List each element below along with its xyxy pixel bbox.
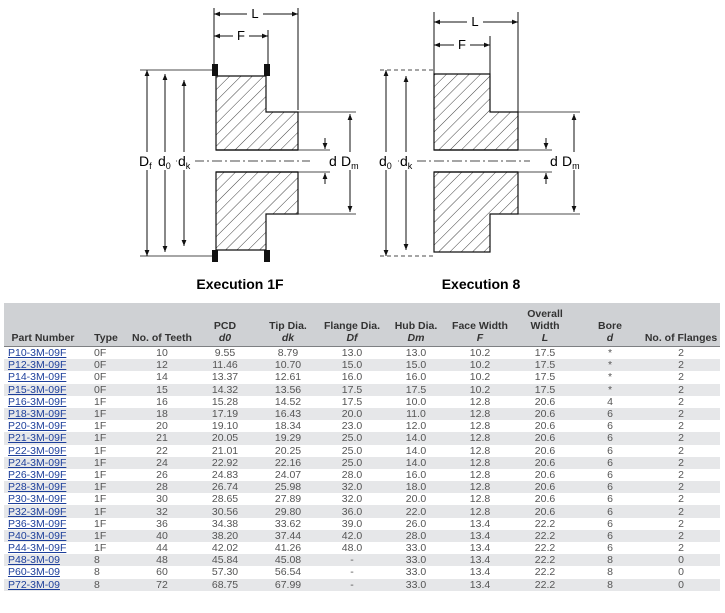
table-cell: 1F [82,505,130,517]
table-cell: 17.5 [534,371,556,384]
table-cell: 56.54 [274,566,302,579]
table-cell: 20.6 [512,481,578,493]
table-cell: 44 [156,542,168,555]
table-cell: 17.5 [384,384,448,396]
table-cell: 2 [678,493,684,506]
table-row [4,396,720,408]
table-row [4,347,720,360]
table-cell: 22.0 [384,505,448,517]
table-cell: 19.10 [211,420,239,433]
part-number-link[interactable]: P16-3M-09F [8,395,67,408]
table-cell: 6 [607,468,613,481]
table-cell: 33.62 [274,517,302,530]
table-cell: 28.0 [341,468,363,481]
table-row [4,530,720,542]
table-cell: 14 [156,371,168,384]
table-row [4,579,720,591]
table-cell: 26 [156,468,168,481]
dim-Dm-1f: $D_m$ [341,153,359,171]
table-cell: 15 [130,384,194,396]
table-cell: 21.01 [211,444,239,457]
table-cell: 4 [607,395,613,408]
table-cell: 14.0 [384,457,448,469]
table-cell: 10.2 [469,347,491,360]
table-cell: 17.5 [512,384,578,396]
table-cell: 67.99 [256,579,320,591]
part-number-link[interactable]: P48-3M-09 [4,554,82,566]
table-cell: 1F [82,408,130,420]
table-cell: 6 [607,444,613,457]
table-cell: 6 [578,481,642,493]
table-cell: 12.8 [448,457,512,469]
table-cell: 20 [156,420,168,433]
table-cell: 6 [607,493,613,506]
col-header: Tip Dia. dk [256,303,320,347]
table-cell: 20.6 [534,420,556,433]
table-cell: 57.30 [211,566,239,579]
table-cell: 8 [94,566,100,579]
table-row [4,469,720,481]
table-cell: 27.89 [274,493,302,506]
table-row [4,542,720,554]
table-cell: 1F [94,444,107,457]
table-cell: 0 [642,579,720,591]
table-cell: 2 [678,542,684,555]
table-row [4,420,720,432]
table-cell: 2 [678,444,684,457]
table-cell: 6 [578,432,642,444]
table-cell: 13.0 [405,347,427,360]
table-cell: 0F [82,359,130,371]
table-cell: 25.0 [320,457,384,469]
table-cell: 0 [642,554,720,566]
table-cell: 12.8 [448,432,512,444]
table-cell: 22.2 [534,542,556,555]
table-cell: 6 [607,420,613,433]
table-cell: 1F [94,493,107,506]
part-number-link[interactable]: P36-3M-09F [8,517,67,530]
table-cell: 33.0 [405,542,427,555]
table-cell: 10 [156,347,168,360]
table-cell: 41.26 [274,542,302,555]
table-row [4,432,720,444]
table-cell: 2 [642,432,720,444]
table-cell: 48.0 [341,542,363,555]
col-header: Flange Dia. Df [320,303,384,347]
table-cell: 2 [642,530,720,542]
table-cell: 6 [578,505,642,517]
table-cell: 12.8 [448,481,512,493]
col-header: PCD d0 [194,303,256,347]
table-cell: 20.6 [512,408,578,420]
table-cell: 72 [130,579,194,591]
col-header: Part Number [4,303,82,347]
table-cell: 21 [130,432,194,444]
dim-d0-8: $d_0$ [379,153,392,171]
table-cell: 16.0 [405,371,427,384]
table-cell: 37.44 [256,530,320,542]
table-cell: 2 [678,371,684,384]
table-cell: 28 [130,481,194,493]
table-cell: 36.0 [320,505,384,517]
table-cell: 13.56 [256,384,320,396]
table-cell: 0 [678,566,684,579]
table-cell: 8 [578,554,642,566]
table-cell: 20.0 [405,493,427,506]
table-cell: 25.0 [320,432,384,444]
table-cell: 22.2 [534,566,556,579]
table-cell: 42.0 [320,530,384,542]
table-cell: 23.0 [341,420,363,433]
table-cell: 2 [642,457,720,469]
table-cell: 28.65 [211,493,239,506]
table-cell: 6 [578,530,642,542]
table-cell: 13.4 [469,566,491,579]
dim-d-8: d [550,153,558,169]
table-row [4,408,720,420]
table-cell: 12.8 [469,420,491,433]
table-cell: 1F [94,468,107,481]
table-cell: 16.43 [256,408,320,420]
table-row [4,505,720,517]
table-cell: 24 [130,457,194,469]
table-cell: 14.0 [405,444,427,457]
technical-drawing [0,0,725,300]
part-number-link[interactable]: P20-3M-09F [8,420,67,433]
table-cell: 20.6 [534,493,556,506]
table-cell: 33.0 [384,579,448,591]
table-row [4,384,720,396]
table-cell: 18.34 [274,420,302,433]
table-cell: 12.0 [405,420,427,433]
table-cell: 25.98 [256,481,320,493]
table-cell: 32 [130,505,194,517]
table-cell: 25.0 [341,444,363,457]
table-cell: 20.0 [320,408,384,420]
table-cell: 12.8 [448,408,512,420]
col-header: Face Width F [448,303,512,347]
table-cell: 8 [578,579,642,591]
part-number-link[interactable]: P15-3M-09F [4,384,82,396]
part-number-link[interactable]: P72-3M-09 [4,579,82,591]
table-row [4,359,720,371]
table-row [4,554,720,566]
table-cell: 17.19 [194,408,256,420]
table-cell: * [578,359,642,371]
table-cell: 2 [642,359,720,371]
table-cell: 2 [678,347,684,360]
dim-Df-1f: $D_f$ [139,153,152,171]
table-cell: * [578,384,642,396]
table-cell: 8.79 [277,347,299,360]
part-number-link[interactable]: P22-3M-09F [8,444,67,457]
dim-Dm-8: $D_m$ [562,153,580,171]
table-cell: 12.8 [448,505,512,517]
caption-execution-8: Execution 8 [441,276,521,292]
table-cell: 20.05 [194,432,256,444]
dim-dk-1f: $d_k$ [178,153,191,171]
table-row [4,457,720,469]
table-row [4,493,720,505]
table-cell: 1F [94,542,107,555]
table-cell: 9.55 [214,347,236,360]
table-cell: 10.0 [405,395,427,408]
table-cell: 6 [578,408,642,420]
part-number-link[interactable]: P21-3M-09F [4,432,82,444]
table-cell: 60 [156,566,168,579]
table-cell: 40 [130,530,194,542]
table-cell: - [350,566,354,579]
table-cell: 1F [94,420,107,433]
table-cell: 22.2 [512,554,578,566]
table-cell: 38.20 [194,530,256,542]
table-cell: 13.37 [211,371,239,384]
table-cell: 13.0 [341,347,363,360]
table-cell: 2 [642,384,720,396]
table-cell: 10.2 [448,359,512,371]
table-cell: 22.2 [512,530,578,542]
table-cell: 19.29 [256,432,320,444]
table-cell: 15.0 [320,359,384,371]
table-cell: 0F [82,384,130,396]
table-cell: 26.74 [194,481,256,493]
table-cell: 32.0 [341,493,363,506]
table-cell: 20.6 [534,395,556,408]
table-row [4,371,720,383]
table-cell: * [607,347,613,360]
col-header: No. of Teeth [130,303,194,347]
table-cell: 24.07 [274,468,302,481]
table-cell: 45.84 [194,554,256,566]
table-cell: 12.8 [469,444,491,457]
col-header: Bore d [578,303,642,347]
table-cell: 6 [607,517,613,530]
table-cell: 14.0 [384,432,448,444]
caption-execution-1f: Execution 1F [196,276,284,292]
table-cell: 20.6 [534,468,556,481]
table-cell: 30 [156,493,168,506]
table-cell: 10.70 [256,359,320,371]
dim-d-1f: d [329,153,337,169]
table-cell: 17.5 [534,347,556,360]
table-cell: 1F [82,530,130,542]
table-cell: 13.4 [448,530,512,542]
table-row [4,566,720,578]
table-cell: - [320,554,384,566]
part-number-link[interactable]: P60-3M-09 [8,566,60,579]
table-cell: 10.2 [469,371,491,384]
table-cell: 20.25 [274,444,302,457]
table-cell: 17.5 [341,395,363,408]
table-cell: 16.0 [405,468,427,481]
dim-L-1f: L [251,6,259,21]
table-cell: 2 [678,420,684,433]
table-cell: 8 [82,554,130,566]
dim-dk-8: $d_k$ [400,153,413,171]
table-cell: 20.6 [512,432,578,444]
table-cell: 20.6 [512,505,578,517]
table-cell: 2 [642,408,720,420]
part-number-link[interactable]: P44-3M-09F [8,542,67,555]
table-cell: 13.4 [469,542,491,555]
table-cell: 1F [82,481,130,493]
table-cell: 29.80 [256,505,320,517]
table-cell: 14.52 [274,395,302,408]
col-header: No. of Flanges [642,303,720,347]
part-number-link[interactable]: P40-3M-09F [4,530,82,542]
table-cell: 22.2 [512,579,578,591]
table-cell: 48 [130,554,194,566]
table-cell: 11.46 [194,359,256,371]
table-cell: 15.28 [211,395,239,408]
table-cell: 14.32 [194,384,256,396]
table-cell: 1F [82,432,130,444]
table-cell: 15.0 [384,359,448,371]
execution-1f-drawing [137,6,365,292]
table-cell: 2 [642,481,720,493]
execution-8-drawing [378,12,586,292]
table-cell: 2 [678,395,684,408]
table-cell: 33.0 [405,566,427,579]
dim-d0-1f: $d_0$ [158,153,171,171]
table-row [4,518,720,530]
table-cell: 1F [82,457,130,469]
dim-F-1f: F [237,28,245,43]
part-number-link[interactable]: P32-3M-09F [4,505,82,517]
table-cell: 30.56 [194,505,256,517]
table-cell: 34.38 [211,517,239,530]
part-number-link[interactable]: P28-3M-09F [4,481,82,493]
table-row [4,481,720,493]
table-cell: 24.83 [211,468,239,481]
col-header: Type [82,303,130,347]
table-cell: 2 [642,505,720,517]
table-cell: 1F [94,517,107,530]
table-cell: 68.75 [194,579,256,591]
table-row [4,445,720,457]
table-cell: 8 [82,579,130,591]
table-cell: 12.8 [469,395,491,408]
pulley-spec-table [4,303,720,591]
table-cell: 2 [678,468,684,481]
table-cell: * [607,371,613,384]
table-cell: 16 [156,395,168,408]
table-cell: 6 [607,542,613,555]
part-number-link[interactable]: P14-3M-09F [8,371,67,384]
dim-L-8: L [471,14,479,29]
table-cell: 45.08 [256,554,320,566]
table-cell: 36 [156,517,168,530]
table-cell: - [320,579,384,591]
table-cell: 32.0 [320,481,384,493]
table-cell: 20.6 [512,457,578,469]
table-cell: 12 [130,359,194,371]
table-cell: 12.61 [274,371,302,384]
table-cell: 42.02 [211,542,239,555]
table-cell: 28.0 [384,530,448,542]
part-number-link[interactable]: P24-3M-09F [4,457,82,469]
table-cell: 18.0 [384,481,448,493]
table-cell: 10.2 [448,384,512,396]
table-cell: 20.6 [534,444,556,457]
table-cell: 13.4 [469,517,491,530]
table-cell: 39.0 [341,517,363,530]
col-header: Overall Width L [512,303,578,347]
table-cell: 0F [94,371,107,384]
table-cell: 13.4 [448,579,512,591]
table-cell: 17.5 [320,384,384,396]
table-cell: 2 [678,517,684,530]
dim-F-8: F [458,37,466,52]
table-cell: 12.8 [469,468,491,481]
table-cell: 22.2 [534,517,556,530]
table-cell: 8 [607,566,613,579]
part-number-link[interactable]: P10-3M-09F [8,347,67,360]
part-number-link[interactable]: P12-3M-09F [4,359,82,371]
table-cell: 22 [156,444,168,457]
table-cell: 1F [94,395,107,408]
table-cell: 6 [578,457,642,469]
table-cell: 17.5 [512,359,578,371]
table-cell: 12.8 [469,493,491,506]
table-cell: 11.0 [384,408,448,420]
part-number-link[interactable]: P26-3M-09F [8,468,67,481]
part-number-link[interactable]: P18-3M-09F [4,408,82,420]
part-number-link[interactable]: P30-3M-09F [8,493,67,506]
table-cell: 13.4 [448,554,512,566]
table-header-row [4,303,720,347]
table-cell: 33.0 [384,554,448,566]
table-cell: 26.0 [405,517,427,530]
table-cell: 0F [94,347,107,360]
table-cell: 22.92 [194,457,256,469]
col-header: Hub Dia. Dm [384,303,448,347]
table-cell: 18 [130,408,194,420]
table-cell: 22.16 [256,457,320,469]
table-cell: 16.0 [341,371,363,384]
